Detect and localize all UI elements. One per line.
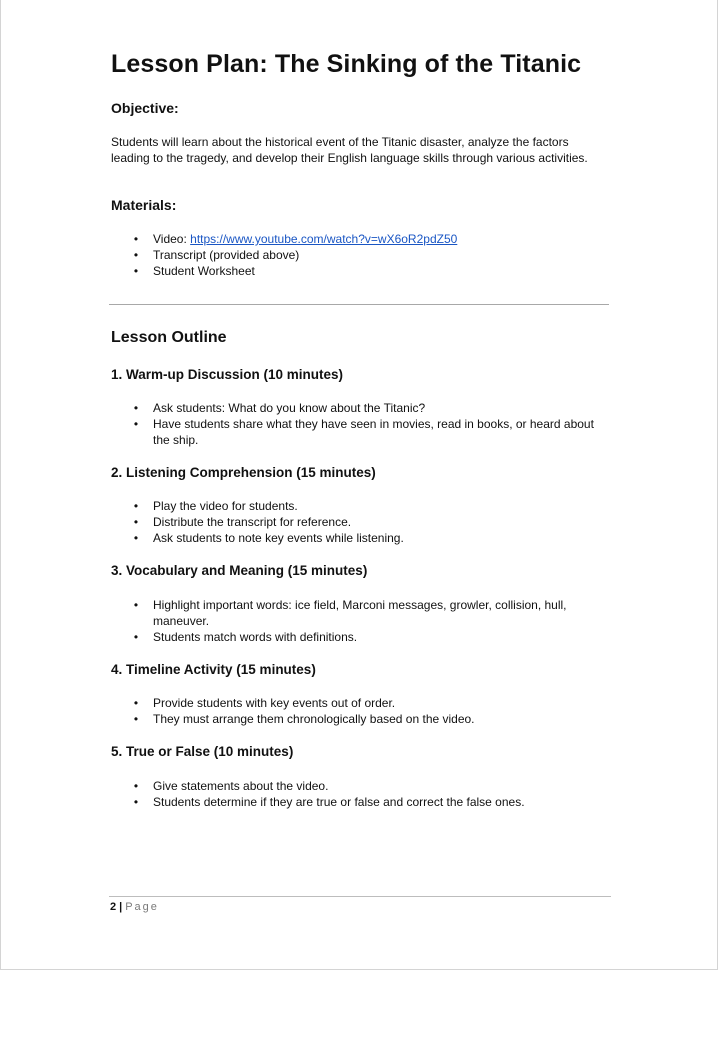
list-item — [131, 597, 613, 629]
list-item — [131, 498, 613, 514]
bullet-icon: • — [133, 417, 139, 431]
list-item-text: Distribute the transcript for reference. — [153, 515, 352, 529]
list-item-text: Student Worksheet — [153, 264, 255, 278]
list-item — [131, 778, 613, 794]
bullet-icon: • — [133, 515, 139, 529]
horizontal-divider — [109, 304, 609, 305]
bullet-icon: • — [133, 630, 139, 644]
list-item-text: Provide students with key events out of order. — [153, 696, 396, 710]
bullet-icon: • — [133, 499, 139, 513]
list-item — [131, 263, 613, 279]
section-heading-listening: 2. Listening Comprehension (15 minutes) — [111, 465, 376, 480]
page-footer — [110, 901, 159, 913]
list-item — [131, 416, 613, 448]
list-item-text: Students match words with definitions. — [153, 630, 358, 644]
list-item-text: Highlight important words: ice field, Marconi messages, growler, collision, hull, maneuver. — [153, 598, 567, 628]
materials-list — [131, 231, 613, 279]
bullet-icon: • — [133, 531, 139, 545]
footer-separator: | — [119, 901, 123, 913]
list-item-text: Students determine if they are true or false and correct the false ones. — [153, 795, 525, 809]
list-item-text: They must arrange them chronologically based on the video. — [153, 712, 475, 726]
video-label: Video: — [153, 232, 191, 246]
page-number: 2 — [110, 901, 117, 913]
objective-heading: Objective: — [111, 100, 179, 116]
list-item-text: Ask students to note key events while listening. — [153, 531, 404, 545]
list-item-text: Ask students: What do you know about the Titanic? — [153, 401, 426, 415]
section-list-warm-up — [131, 400, 613, 448]
section-list-listening — [131, 498, 613, 546]
lesson-outline-heading: Lesson Outline — [111, 329, 227, 346]
section-list-timeline — [131, 695, 613, 727]
bullet-icon: • — [133, 779, 139, 793]
list-item-text: Give statements about the video. — [153, 779, 329, 793]
list-item — [131, 629, 613, 645]
section-heading-vocabulary: 3. Vocabulary and Meaning (15 minutes) — [111, 563, 368, 578]
list-item — [131, 794, 613, 810]
section-heading-true-false: 5. True or False (10 minutes) — [111, 744, 294, 759]
bullet-icon: • — [133, 795, 139, 809]
section-heading-warm-up: 1. Warm-up Discussion (10 minutes) — [111, 367, 344, 382]
list-item — [131, 711, 613, 727]
list-item — [131, 231, 613, 247]
bullet-icon: • — [133, 232, 139, 246]
list-item — [131, 247, 613, 263]
video-link[interactable]: https://www.youtube.com/watch?v=wX6oR2pdZ50 — [190, 232, 458, 246]
page-label: Page — [125, 901, 159, 913]
bullet-icon: • — [133, 401, 139, 415]
bullet-icon: • — [133, 696, 139, 710]
materials-heading: Materials: — [111, 197, 177, 213]
section-list-true-false — [131, 778, 613, 810]
list-item — [131, 400, 613, 416]
bullet-icon: • — [133, 598, 139, 612]
section-list-vocabulary — [131, 597, 613, 645]
bullet-icon: • — [133, 264, 139, 278]
list-item — [131, 514, 613, 530]
list-item — [131, 695, 613, 711]
footer-divider — [109, 896, 611, 897]
list-item-text: Play the video for students. — [153, 499, 298, 513]
list-item-text: Have students share what they have seen in movies, read in books, or heard about the ship. — [153, 417, 594, 447]
section-heading-timeline: 4. Timeline Activity (15 minutes) — [111, 662, 316, 677]
bullet-icon: • — [133, 248, 139, 262]
objective-text: Students will learn about the historical event of the Titanic disaster, analyze the factors leading to the tragedy, and develop their English language skills through various activities. — [111, 135, 588, 165]
list-item — [131, 530, 613, 546]
page-title: Lesson Plan: The Sinking of the Titanic — [111, 50, 582, 78]
list-item-text: Transcript (provided above) — [153, 248, 300, 262]
bullet-icon: • — [133, 712, 139, 726]
